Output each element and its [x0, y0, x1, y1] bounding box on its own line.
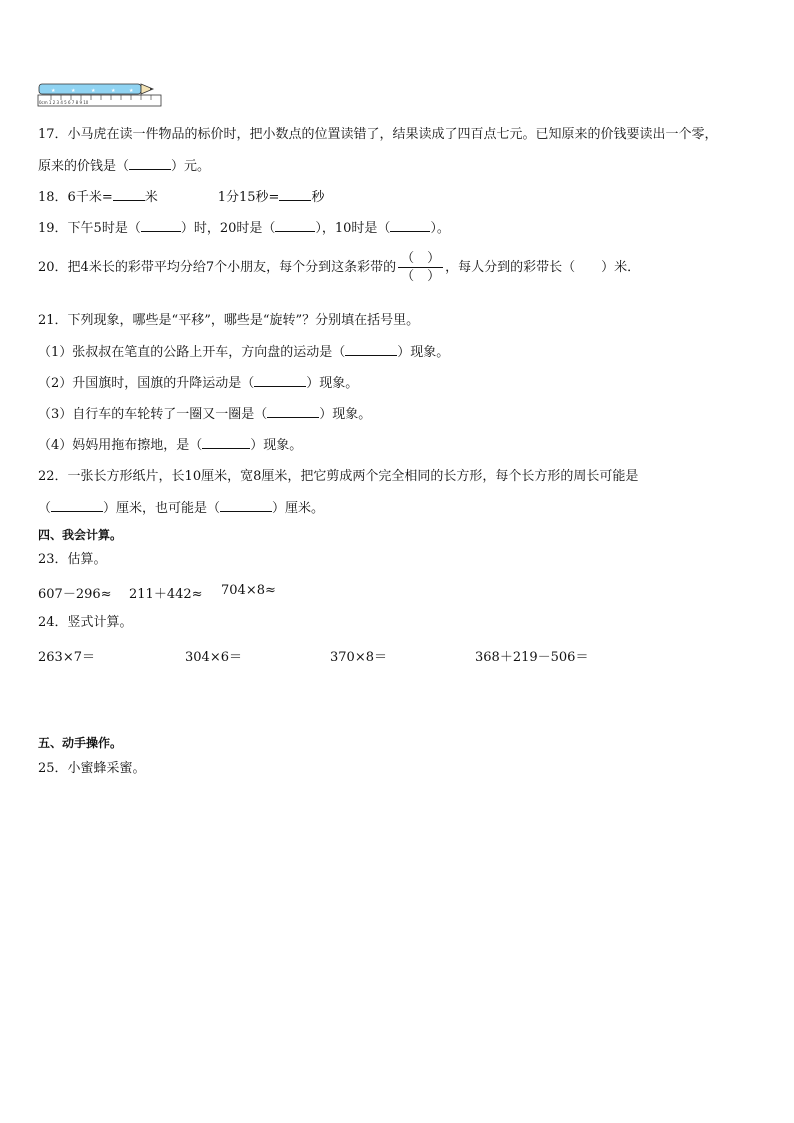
- answer-blank[interactable]: [390, 219, 430, 232]
- q25-title: 25．小蜜蜂采蜜。: [38, 761, 146, 776]
- q21-item-1: （1）张叔叔在笔直的公路上开车，方向盘的运动是（ ）现象。: [38, 345, 450, 360]
- q17-line1: 17．小马虎在读一件物品的标价时，把小数点的位置读错了，结果读成了四百点七元。已知原来的价钱要读出一个零，: [38, 127, 718, 142]
- q24-title: 24．竖式计算。: [38, 615, 133, 630]
- q21-item-4: （4）妈妈用拖布擦地，是（ ）现象。: [38, 438, 303, 453]
- q18: 18．6千米= 米 1分15秒= 秒: [38, 190, 325, 205]
- vertical-calc-item: 304×6＝: [185, 650, 242, 665]
- svg-text:★: ★: [91, 88, 96, 94]
- q22-line1: 22．一张长方形纸片，长10厘米，宽8厘米，把它剪成两个完全相同的长方形，每个长方形的周长可能是: [38, 469, 639, 484]
- q22-line2: （ ）厘米，也可能是（ ）厘米。: [38, 501, 325, 516]
- answer-blank[interactable]: [275, 219, 315, 232]
- answer-blank[interactable]: [345, 343, 397, 356]
- q21-item-3: （3）自行车的车轮转了一圈又一圈是（ ）现象。: [38, 407, 372, 422]
- estimate-item: 607－296≈: [38, 587, 112, 602]
- answer-blank[interactable]: [113, 188, 145, 201]
- vertical-calc-item: 263×7＝: [38, 650, 95, 665]
- estimate-item: 704×8≈: [221, 583, 276, 598]
- estimate-item: 211＋442≈: [129, 587, 203, 602]
- pencil-ruler-icon: [37, 82, 163, 108]
- answer-blank[interactable]: [202, 436, 250, 449]
- q20: 20．把4米长的彩带平均分给7个小朋友，每个分到这条彩带的 $\frac{( )}{( )}$ ，每人分到的彩带长（ ）米．: [38, 251, 641, 284]
- q23-title: 23．估算。: [38, 552, 107, 567]
- q21-title: 21．下列现象，哪些是“平移”，哪些是“旋转”？分别填在括号里。: [38, 313, 420, 328]
- answer-blank[interactable]: [254, 374, 306, 387]
- q17-line2: 原来的价钱是（ ）元。: [38, 159, 211, 174]
- answer-blank[interactable]: [141, 219, 181, 232]
- section-heading: 四、我会计算。: [38, 528, 123, 542]
- answer-blank[interactable]: [129, 157, 171, 170]
- q21-item-2: （2）升国旗时，国旗的升降运动是（ ）现象。: [38, 376, 359, 391]
- vertical-calc-item: 370×8＝: [330, 650, 387, 665]
- answer-blank[interactable]: [220, 499, 272, 512]
- svg-text:★: ★: [51, 88, 56, 94]
- section-heading: 五、动手操作。: [38, 736, 123, 750]
- q19: 19．下午5时是（ ）时，20时是（ ），10时是（ ）。: [38, 221, 450, 236]
- answer-blank[interactable]: [51, 499, 103, 512]
- svg-text:★: ★: [111, 88, 116, 94]
- svg-text:★: ★: [71, 88, 76, 94]
- fraction-answer[interactable]: $\frac{( )}{( )}$: [398, 250, 443, 285]
- ruler-marks: 0cm 1 2 3 4 5 6 7 8 9 10: [39, 100, 89, 105]
- svg-text:★: ★: [129, 88, 134, 94]
- answer-blank[interactable]: [267, 405, 319, 418]
- vertical-calc-item: 368＋219－506＝: [475, 650, 589, 665]
- answer-blank[interactable]: [279, 188, 311, 201]
